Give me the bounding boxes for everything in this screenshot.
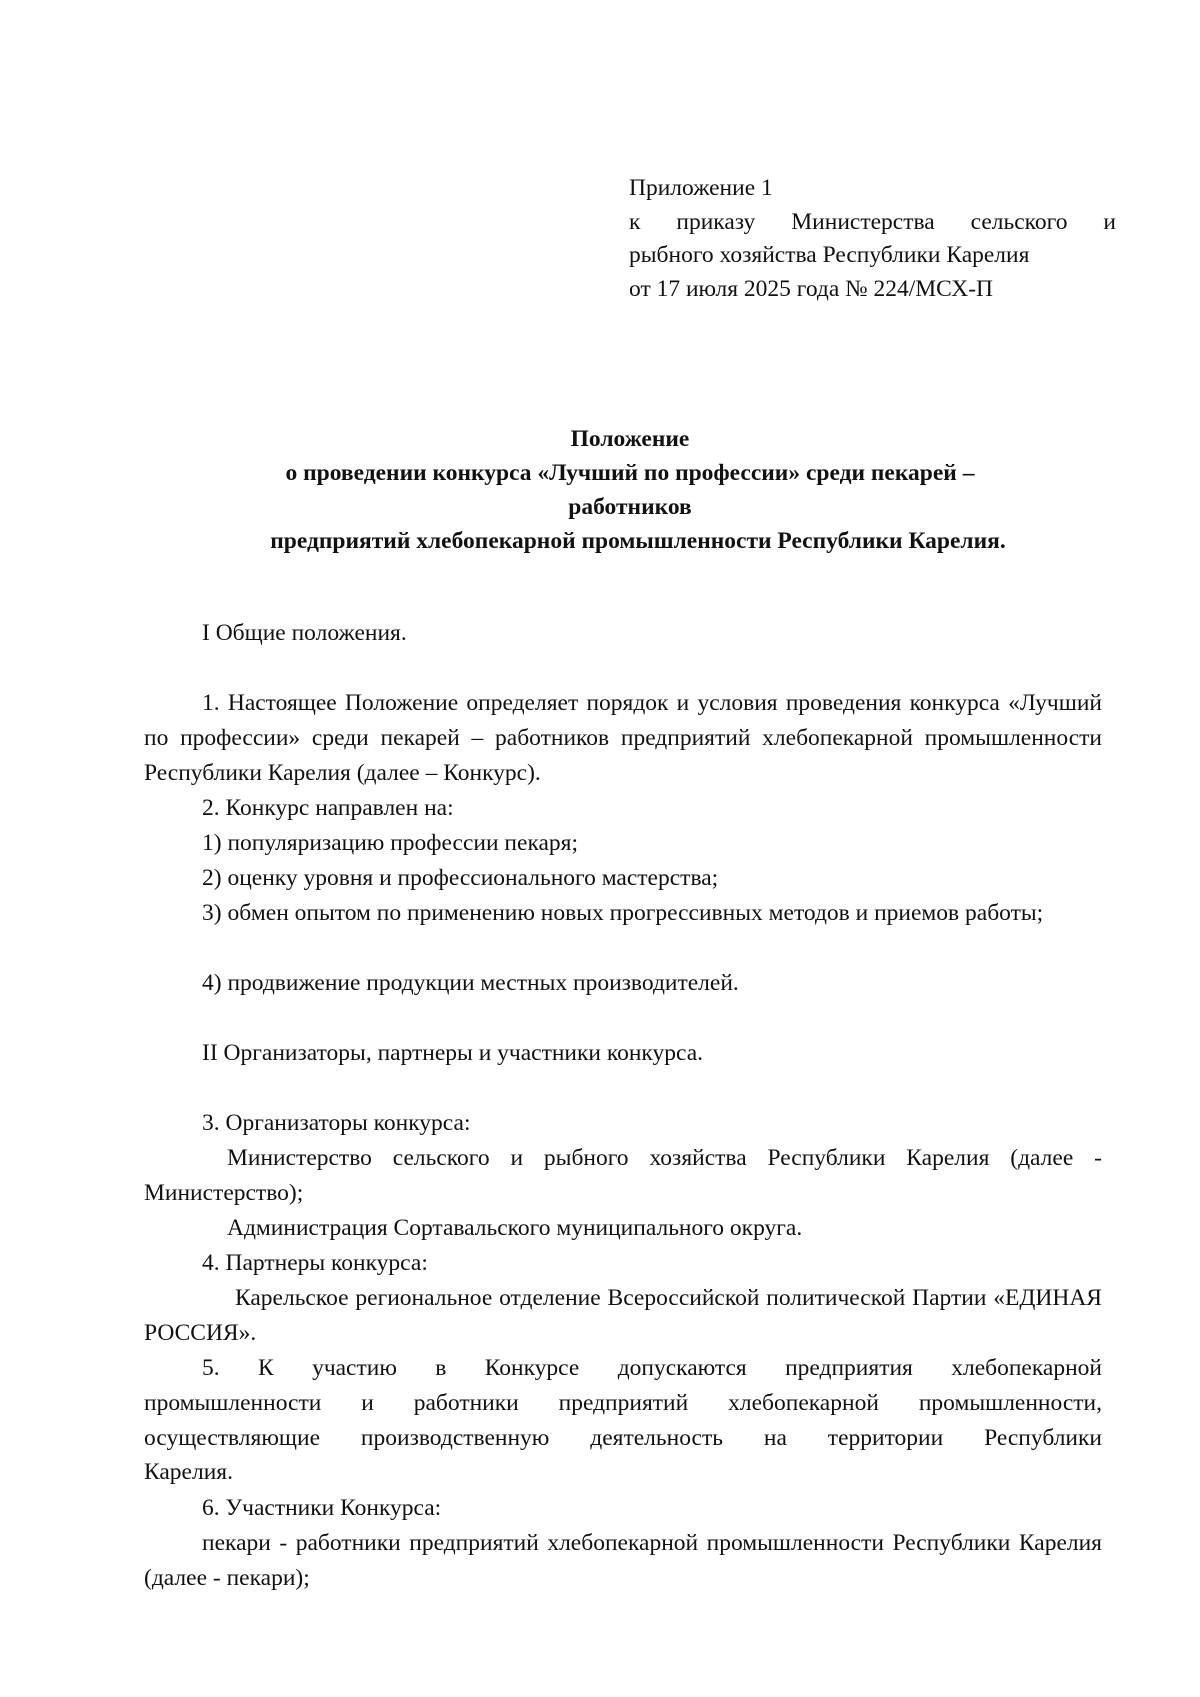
title-line-4: предприятий хлебопекарной промышленности Республики Карелия.: [270, 528, 1006, 554]
paragraph-3: 3. Организаторы конкурса:: [202, 1110, 471, 1136]
paragraph-2: 2. Конкурс направлен на:: [202, 795, 454, 821]
paragraph-3-item-2: Администрация Сортавальского муниципального округа.: [227, 1215, 803, 1241]
paragraph-6-item-1: пекари - работники предприятий хлебопекарной промышленности Республики Карелия (далее - пекари);: [144, 1530, 1102, 1591]
paragraph-2-item-4: 4) продвижение продукции местных производителей.: [202, 970, 739, 996]
attachment-line-4: от 17 июля 2025 года № 224/МСХ-П: [629, 275, 993, 302]
attachment-line-3: рыбного хозяйства Республики Карелия: [629, 242, 1030, 268]
paragraph-4: 4. Партнеры конкурса:: [202, 1250, 428, 1276]
paragraph-5: 5. К участию в Конкурсе допускаются предприятия хлебопекарной промышленности и работники предприятий хлебопекарной промышленности, осуществляющие производственную деятельность на территории Республики Карелия.: [144, 1355, 1102, 1486]
paragraph-1: 1. Настоящее Положение определяет порядок и условия проведения конкурса «Лучший по профессии» среди пекарей – работников предприятий хлебопекарной промышленности Республики Карелия (далее – Конкурс).: [144, 690, 1102, 786]
paragraph-6: 6. Участники Конкурса:: [202, 1495, 442, 1521]
attachment-line-1: Приложение 1: [629, 175, 773, 201]
paragraph-2-item-3: 3) обмен опытом по применению новых прогрессивных методов и приемов работы;: [202, 900, 1044, 926]
paragraph-2-item-2: 2) оценку уровня и профессионального мастерства;: [202, 865, 719, 891]
paragraph-2-item-1: 1) популяризацию профессии пекаря;: [202, 830, 579, 856]
title-line-2: о проведении конкурса «Лучший по профессии» среди пекарей –: [285, 460, 975, 486]
title-line-3: работников: [568, 494, 692, 520]
paragraph-4-item-1: Карельское региональное отделение Всероссийской политической Партии «ЕДИНАЯ РОССИЯ».: [144, 1285, 1102, 1346]
document-title: [140, 422, 1120, 558]
title-line-1: Положение: [570, 426, 690, 452]
paragraph-3-item-1: Министерство сельского и рыбного хозяйства Республики Карелия (далее - Министерство);: [144, 1145, 1102, 1206]
section-1-heading: I Общие положения.: [202, 620, 407, 646]
attachment-block: [629, 172, 1116, 306]
section-2-heading: II Организаторы, партнеры и участники конкурса.: [202, 1040, 704, 1066]
attachment-line-2: к приказу Министерства сельского и: [629, 208, 1116, 235]
